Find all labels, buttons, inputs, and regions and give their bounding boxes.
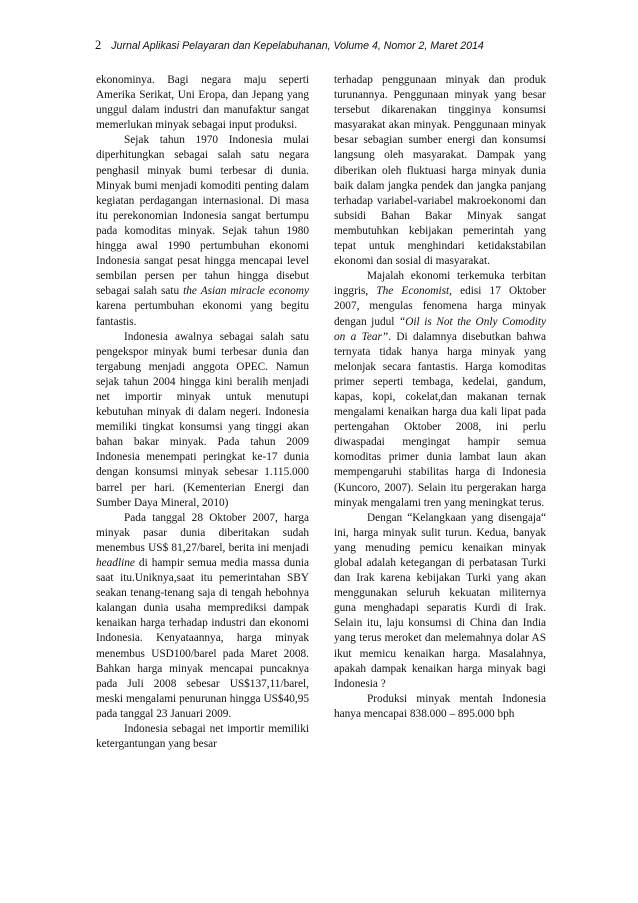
page-number: 2 xyxy=(95,38,102,52)
running-header xyxy=(95,38,555,53)
left-paragraph-2: Sejak tahun 1970 Indonesia mulai diperhitungkan sebagai salah satu negara penghasil minyak bumi terbesar di dunia. Minyak bumi menjadi komoditi penting dalam kegiatan perdagangan internasional. Di masa itu perekonomian Indonesia sangat bertumpu pada komoditas minyak. Sejak tahun 1980 hingga awal 1990 pertumbuhan ekonomi Indonesia sangat pesat hingga mencapai level sembilan persen per tahun hingga disebut sebagai salah satu the Asian miracle economy karena pertumbuhan ekonomi yang begitu fantastis. xyxy=(96,134,309,328)
right-paragraph-3: Dengan “Kelangkaan yang disengaja“ ini, harga minyak sulit turun. Kedua, banyak yang menuding pemicu kenaikan minyak global adalah ketegangan di perbatasan Turki dan Irak karena kebijakan Turki yang akan menggunakan seluruh kekuatan militernya guna menghadapi separatis Kurdi di Irak. Selain itu, laju konsumsi di China dan India yang terus meroket dan melemahnya dolar AS ikut memicu kenaikan harga. Masalahnya, apakah dampak kenaikan harga minyak bagi Indonesia ? xyxy=(334,511,546,690)
left-paragraph-1: ekonominya. Bagi negara maju seperti Amerika Serikat, Uni Eropa, dan Jepang yang unggul dalam industri dan manufaktur sangat memerlukan minyak sebagai input produksi. xyxy=(96,74,309,132)
emphasis-asian-miracle: the Asian miracle economy xyxy=(183,285,309,298)
right-paragraph-4: Produksi minyak mentah Indonesia hanya mencapai 838.000 – 895.000 bph xyxy=(334,692,546,720)
emphasis-the-economist: The Economist xyxy=(376,285,450,298)
right-paragraph-1: terhadap penggunaan minyak dan produk turunannya. Penggunaan minyak yang besar tersebut dikarenakan tingginya konsumsi masyarakat akan minyak. Penggunaan minyak besar sebagian sumber energi dan konsumsi langsung oleh masyarakat. Dampak yang diberikan oleh fluktuasi harga minyak dunia baik dalam jangka pendek dan jangka panjang terhadap variabel-variabel makroekonomi dan subsidi Bahan Bakar Minyak sangat membutuhkan kebijakan pemerintah yang tepat untuk menghindari ketidakstabilan ekonomi dan sosial di masyarakat. xyxy=(334,74,546,268)
journal-title: Jurnal Aplikasi Pelayaran dan Kepelabuhanan, Volume 4, Nomor 2, Maret 2014 xyxy=(111,40,484,52)
emphasis-headline: headline xyxy=(96,557,135,569)
left-paragraph-3: Indonesia awalnya sebagai salah satu pengekspor minyak bumi terbesar dunia dan tergabung menjadi anggota OPEC. Namun sejak tahun 2004 hingga kini beralih menjadi net importir minyak untuk menutupi kebutuhan minyak di dalam negeri. Indonesia memiliki tingkat konsumsi yang tinggi akan bahan bakar minyak. Pada tahun 2009 Indonesia menempati peringkat ke-17 dunia dengan konsumsi minyak sebesar 1.115.000 barrel per hari. (Kementerian Energi dan Sumber Daya Mineral, 2010) xyxy=(96,330,309,509)
right-paragraph-2: Majalah ekonomi terkemuka terbitan inggris, The Economist, edisi 17 Oktober 2007, mengulas fenomena harga minyak dengan judul “Oil is Not the Only Comodity on a Tear”. Di dalamnya disebutkan bahwa ternyata tidak hanya harga minyak yang melonjak secara fantastis. Harga komoditas primer seperti tembaga, kedelai, gandum, kapas, kopi, cokelat,dan makanan ternak mengalami kenaikan harga dua kali lipat pada pertengahan Oktober 2008, ini perlu diwaspadai mengingat hampir semua komoditas primer dunia lambat laun akan mempengaruhi stabilitas harga di Indonesia (Kuncoro, 2007). Selain itu pergerakan harga minyak mengalami tren yang meningkat terus. xyxy=(334,270,547,509)
left-column xyxy=(96,73,309,752)
emphasis-article-title: “Oil is Not the Only Comodity on a Tear” xyxy=(334,315,546,343)
right-column xyxy=(334,73,546,722)
left-paragraph-5: Indonesia sebagai net importir memiliki ketergantungan yang besar xyxy=(96,723,309,751)
left-paragraph-4: Pada tanggal 28 Oktober 2007, harga minyak pasar dunia diberitakan sudah menembus US$ 81,27/barel, berita ini menjadi headline di hampir semua media massa dunia saat itu.Uniknya,saat itu pemerintahan SBY seakan tenang-tenang saja di tengah hebohnya kalangan dunia usaha memprediksi dampak kenaikan harga terhadap industri dan ekonomi Indonesia. Kenyataannya, harga minyak menembus USD100/barel pada Maret 2008. Bahkan harga minyak mencapai puncaknya pada Juli 2008 sebesar US$137,11/barel, meski mengalami penurunan hingga US$40,95 pada tanggal 23 Januari 2009. xyxy=(96,511,309,720)
